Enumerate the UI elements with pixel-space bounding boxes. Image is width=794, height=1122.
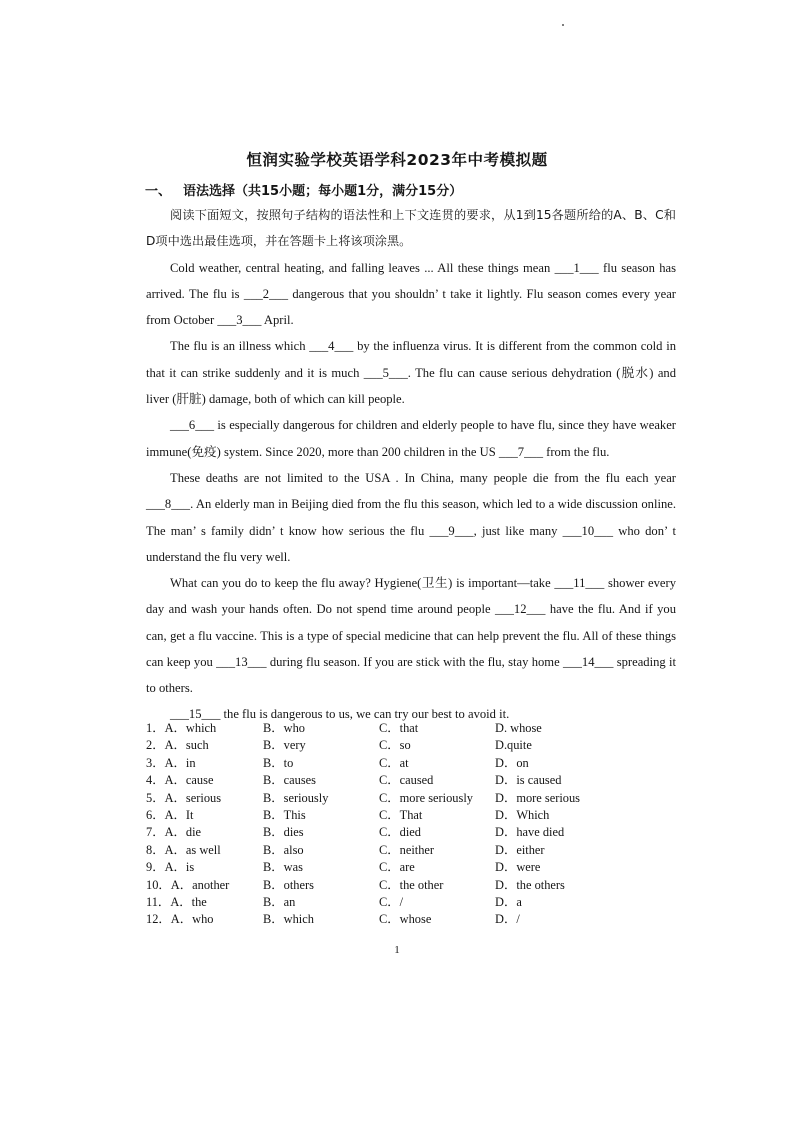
option-d: D．were	[495, 860, 541, 875]
instructions: 阅读下面短文，按照句子结构的语法性和上下文连贯的要求，从1到15各题所给的A、B、C和D项中选出最佳选项，并在答题卡上将该项涂黑。	[146, 208, 676, 249]
option-a: 6．A．It	[146, 807, 194, 822]
option-d: D. whose	[495, 721, 542, 735]
option-c: C．at	[379, 755, 409, 770]
option-a: 7．A．die	[146, 825, 202, 840]
option-c: C．that	[379, 721, 419, 735]
section-number: 一、	[145, 184, 172, 199]
option-row	[146, 737, 666, 754]
scan-dot	[562, 24, 564, 26]
option-d: D．have died	[495, 825, 565, 840]
answer-options	[146, 720, 666, 929]
passage-paragraph: These deaths are not limited to the USA . In China, many people die from the flu each year ___8___. An elderly man in Beijing died from the flu this season, which led to a wide discussion online. The man’ s family didn’ t know how serious the flu ___9___, just like many ___10___ who don’ t understand the flu very well.	[146, 470, 676, 564]
option-a: 12．A．who	[146, 912, 214, 927]
option-b: B．dies	[263, 825, 304, 840]
option-a: 2．A．such	[146, 738, 209, 753]
option-row	[146, 842, 666, 859]
option-c: C．so	[379, 738, 411, 753]
option-row	[146, 824, 666, 841]
option-c: C．neither	[379, 842, 435, 857]
option-a: 11．A．the	[146, 894, 207, 909]
option-d: D．Which	[495, 807, 550, 822]
option-b: B．also	[263, 842, 304, 857]
option-row	[146, 720, 666, 737]
option-row	[146, 859, 666, 876]
option-row	[146, 790, 666, 807]
passage-paragraph: ___15___ the flu is dangerous to us, we can try our best to avoid it.	[170, 706, 510, 721]
option-row	[146, 877, 666, 894]
option-d: D．on	[495, 755, 529, 770]
option-c: C．/	[379, 894, 404, 909]
option-b: B．very	[263, 738, 306, 753]
option-a: 10．A．another	[146, 877, 230, 892]
option-row	[146, 911, 666, 928]
page-title: 恒润实验学校英语学科2023年中考模拟题	[246, 151, 548, 169]
option-d: D.quite	[495, 738, 532, 753]
option-c: C．That	[379, 807, 423, 822]
option-d: D．/	[495, 912, 520, 927]
option-d: D．more serious	[495, 790, 580, 805]
option-c: C．the other	[379, 877, 444, 892]
section-heading	[145, 180, 462, 199]
option-b: B．to	[263, 755, 294, 770]
passage-paragraph: Cold weather, central heating, and falling leaves ... All these things mean ___1___ flu season has arrived. The flu is ___2___ dangerous that you shouldn’ t take it lightly. Flu season comes every year from October ___3___ April.	[146, 260, 676, 328]
option-row	[146, 772, 666, 789]
option-b: B．seriously	[263, 790, 329, 805]
option-a: 4．A．cause	[146, 773, 214, 788]
option-c: C．died	[379, 825, 421, 840]
page-number: 1	[394, 944, 400, 956]
option-b: B．was	[263, 860, 303, 875]
option-row	[146, 894, 666, 911]
option-row	[146, 755, 666, 772]
passage-paragraph: The flu is an illness which ___4___ by the influenza virus. It is different from the common cold in that it can strike suddenly and it is much ___5___. The flu can cause serious dehydration (脱水) and liver (肝脏) damage, both of which can kill people.	[146, 339, 676, 407]
option-a: 1．A．which	[146, 721, 217, 735]
option-a: 5．A．serious	[146, 790, 222, 805]
passage-paragraph: What can you do to keep the flu away? Hygiene(卫生) is important—take ___11___ shower every day and wash your hands often. Do not spend time around people ___12___ have the flu. And if you can, get a flu vaccine. This is a type of special medicine that can help prevent the flu. All of these things can keep you ___13___ during flu season. If you are stick with the flu, stay home ___14___ spreading it to others.	[146, 576, 676, 696]
option-c: C．caused	[379, 773, 434, 788]
option-c: C．are	[379, 860, 415, 875]
option-d: D．either	[495, 842, 545, 857]
option-b: B．which	[263, 912, 314, 927]
option-b: B．who	[263, 721, 305, 735]
option-b: B．others	[263, 877, 314, 892]
option-a: 9．A．is	[146, 860, 195, 875]
section-title: 语法选择（共15小题；每小题1分，满分15分）	[183, 184, 463, 199]
reading-passage	[146, 202, 676, 726]
option-c: C．more seriously	[379, 790, 473, 805]
option-a: 3．A．in	[146, 755, 196, 770]
option-d: D．the others	[495, 877, 565, 892]
option-b: B．causes	[263, 773, 316, 788]
option-d: D．a	[495, 894, 522, 909]
option-a: 8．A．as well	[146, 842, 221, 857]
option-b: B．an	[263, 894, 296, 909]
option-b: B．This	[263, 807, 306, 822]
passage-paragraph: ___6___ is especially dangerous for children and elderly people to have flu, since they have weaker immune(免疫) system. Since 2020, more than 200 children in the US ___7___ from the flu.	[146, 418, 676, 459]
option-c: C．whose	[379, 912, 432, 927]
option-d: D．is caused	[495, 773, 562, 788]
option-row	[146, 807, 666, 824]
